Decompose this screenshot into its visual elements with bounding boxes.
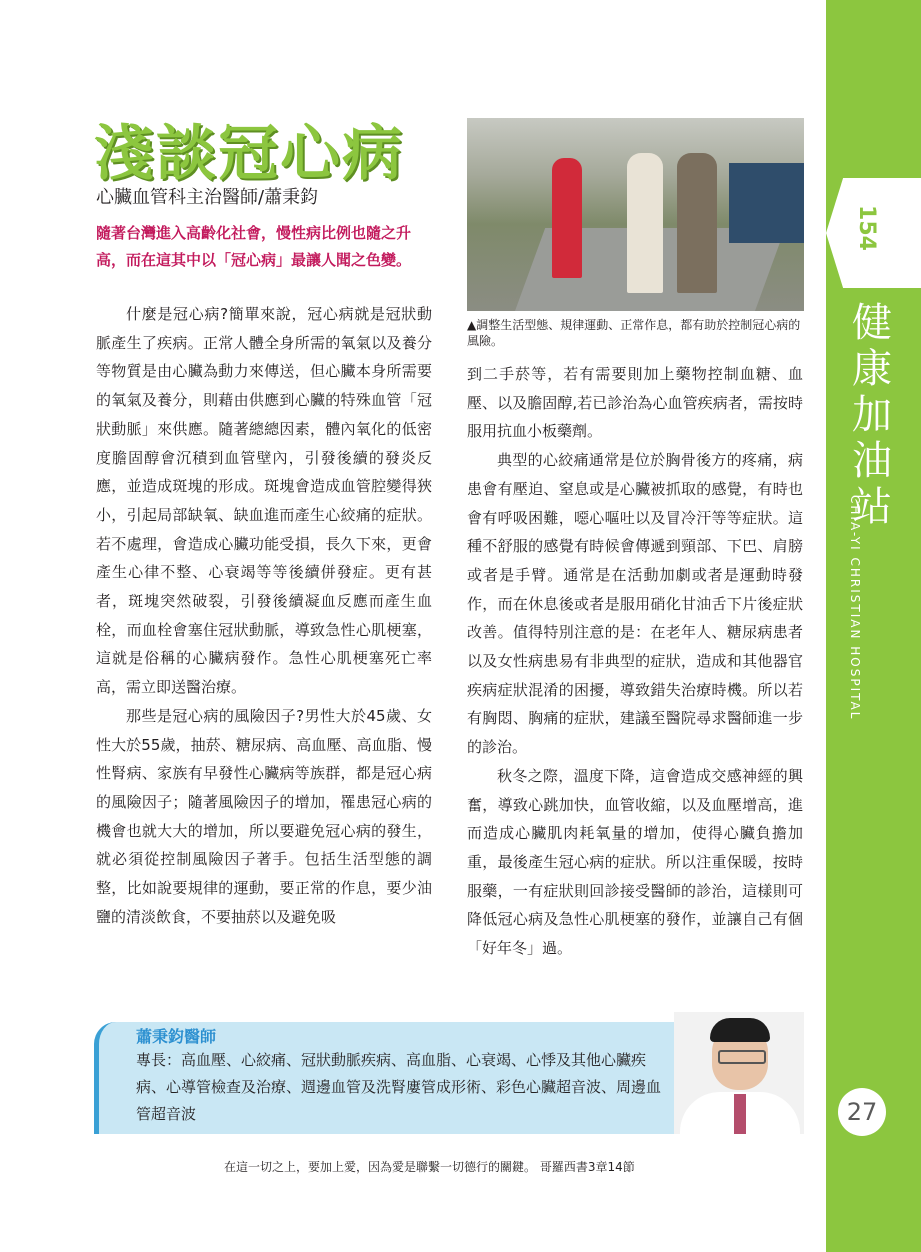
footer-verse: 在這一切之上，要加上愛，因為愛是聯繫一切德行的關鍵。 哥羅西書3章14節	[224, 1160, 635, 1174]
article-column-left	[96, 300, 432, 931]
section-title-char: 康	[852, 346, 892, 392]
photo-person	[552, 158, 582, 278]
photo-board	[729, 163, 804, 243]
hospital-name-en: CHIA-YI CHRISTIAN HOSPITAL	[848, 495, 862, 721]
section-title-char: 油	[852, 438, 892, 484]
portrait-glasses	[718, 1050, 766, 1064]
paragraph: 秋冬之際，溫度下降，這會造成交感神經的興奮，導致心跳加快，血管收縮，以及血壓增高，進而造成心臟肌肉耗氧量的增加，使得心臟負擔加重，最後產生冠心病的症狀。所以注重保暖，按時服藥，一有症狀則回診接受醫師的診治，這樣則可降低冠心病及急性心肌梗塞的發作，並讓自己有個「好年冬」過。	[467, 766, 803, 958]
paragraph: 典型的心絞痛通常是位於胸骨後方的疼痛，病患會有壓迫、窒息或是心臟被抓取的感覺，有時也會有呼吸困難，噁心嘔吐以及冒冷汗等等症狀。這種不舒服的感覺有時候會傳遞到頸部、下巴、肩膀或者是手臂。通常是在活動加劇或者是運動時發作，而在休息後或者是服用硝化甘油舌下片後症狀改善。值得特別注意的是：在老年人、糖尿病患者以及女性病患易有非典型的症狀，造成和其他器官疾病症狀混淆的困擾，導致錯失治療時機。所以若有胸悶、胸痛的症狀，建議至醫院尋求醫師進一步的診治。	[467, 451, 803, 757]
walking-photo	[467, 118, 804, 311]
article-title: 淺談冠心病	[94, 119, 404, 189]
doctor-portrait	[674, 1012, 804, 1134]
doctor-specialty: 專長：高血壓、心絞痛、冠狀動脈疾病、高血脂、心衰竭、心悸及其他心臟疾病、心導管檢查及治療、週邊血管及洗腎廔管成形術、彩色心臟超音波、周邊血管超音波	[136, 1051, 662, 1123]
photo-caption: ▲調整生活型態、規律運動、正常作息，都有助於控制冠心病的風險。	[467, 318, 801, 348]
article-lead: 隨著台灣進入高齡化社會，慢性病比例也隨之升高，而在這其中以「冠心病」最讓人聞之色變。	[96, 224, 412, 269]
photo-person	[677, 153, 717, 293]
paragraph: 那些是冠心病的風險因子?男性大於45歲、女性大於55歲，抽菸、糖尿病、高血壓、高血脂、慢性腎病、家族有早發性心臟病等族群，都是冠心病的風險因子；隨著風險因子的增加，罹患冠心病的機會也就大大的增加，所以要避免冠心病的發生，就必須從控制風險因子著手。包括生活型態的調整，比如說要規律的運動，要正常的作息，要少油鹽的清淡飲食，不要抽菸以及避免吸	[96, 706, 432, 926]
doctor-name: 蕭秉鈞醫師	[136, 1027, 217, 1046]
issue-number: 154	[854, 205, 879, 251]
article-column-right	[467, 360, 803, 963]
section-title-char: 加	[852, 392, 892, 438]
section-title-char: 站	[852, 484, 892, 530]
paragraph: 到二手菸等，若有需要則加上藥物控制血糖、血壓、以及膽固醇,若已診治為心血管疾病者，需按時服用抗血小板藥劑。	[467, 365, 803, 441]
paragraph: 什麼是冠心病?簡單來說，冠心病就是冠狀動脈產生了疾病。正常人體全身所需的氧氣以及養分等物質是由心臟為動力來傳送，但心臟本身所需要的氧氣及養分，則藉由供應到心臟的特殊血管「冠狀動脈」來供應。隨著總總因素，體內氧化的低密度膽固醇會沉積到血管壁內，引發後續的發炎反應，並造成斑塊的形成。斑塊會造成血管腔變得狹小，引起局部缺氧、缺血進而產生心絞痛的症狀。若不處理，會造成心臟功能受損，長久下來，更會產生心律不整、心衰竭等等後續併發症。更有甚者，斑塊突然破裂，引發後續凝血反應而產生血栓，而血栓會塞住冠狀動脈，導致急性心肌梗塞，這就是俗稱的心臟病發作。急性心肌梗塞死亡率高，需立即送醫治療。	[96, 305, 432, 697]
photo-person	[627, 153, 663, 293]
section-title-char: 健	[852, 300, 892, 346]
page-number: 27	[838, 1088, 886, 1136]
article-author: 心臟血管科主治醫師/蕭秉鈞	[96, 187, 319, 208]
portrait-hair	[710, 1018, 770, 1042]
portrait-tie	[734, 1094, 746, 1134]
issue-date: |2013.3	[742, 520, 770, 622]
